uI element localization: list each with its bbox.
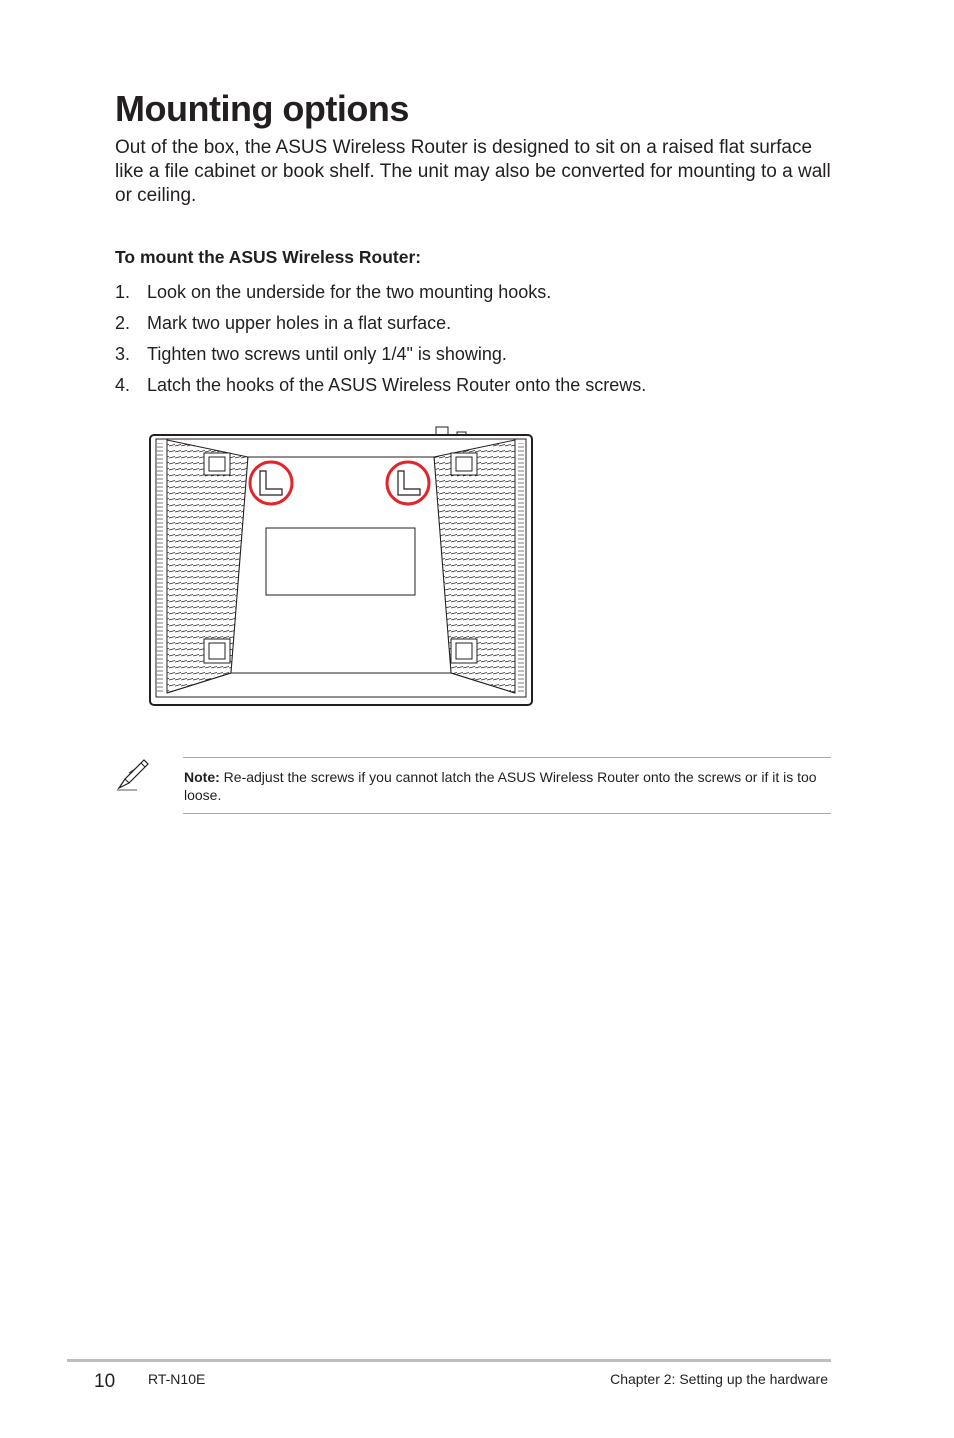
step-number: 2.: [115, 313, 131, 333]
step-number: 1.: [115, 282, 131, 302]
pencil-note-icon: [113, 755, 153, 795]
footer-divider: [67, 1359, 831, 1362]
step-number: 3.: [115, 344, 131, 364]
step-text: Mark two upper holes in a flat surface.: [147, 313, 452, 333]
step-text: Latch the hooks of the ASUS Wireless Router onto the screws.: [147, 375, 647, 395]
intro-paragraph: Out of the box, the ASUS Wireless Router is designed to sit on a raised flat surface like a file cabinet or book shelf. The unit may also be converted for mounting to a wall or ceiling.: [115, 137, 831, 206]
note-text: [184, 768, 824, 804]
note-bottom-divider: [183, 813, 831, 814]
step-text: Look on the underside for the two mounting hooks.: [147, 282, 552, 302]
note-top-divider: [183, 757, 831, 758]
router-underside-diagram: [145, 425, 537, 715]
steps-heading: To mount the ASUS Wireless Router:: [115, 247, 422, 267]
note-body: Re-adjust the screws if you cannot latch the ASUS Wireless Router onto the screws or if it is too loose.: [184, 769, 817, 803]
note-label: Note:: [184, 769, 220, 785]
footer-chapter: Chapter 2: Setting up the hardware: [610, 1371, 828, 1387]
step-text: Tighten two screws until only 1/4" is showing.: [147, 344, 507, 364]
step-number: 4.: [115, 375, 131, 395]
footer-model: RT-N10E: [148, 1371, 206, 1387]
page-title: Mounting options: [115, 88, 409, 129]
page-number: 10: [94, 1371, 116, 1392]
